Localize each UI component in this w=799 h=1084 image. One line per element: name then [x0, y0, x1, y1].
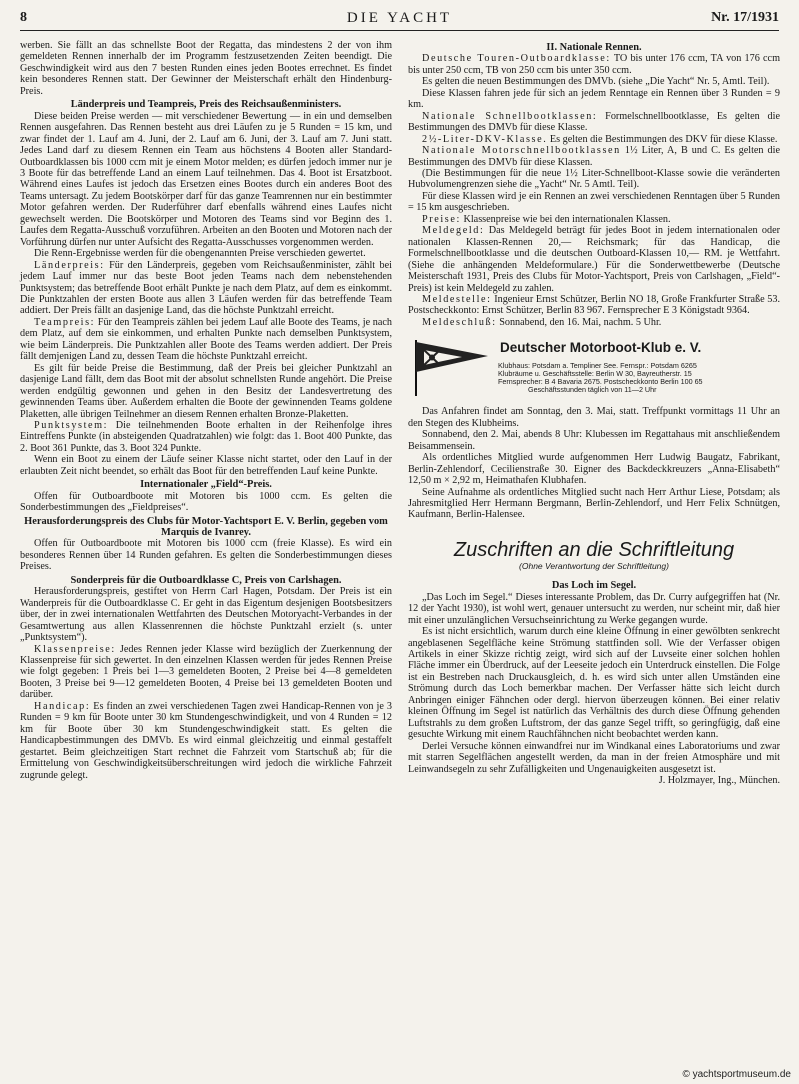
paragraph [408, 134, 780, 145]
issue-number: Nr. 17/1931 [711, 10, 779, 25]
paragraph: Wenn ein Boot zu einem der Läufe seiner Klasse nicht startet, oder den Lauf in der erlaubten Zeit nicht beendet, so erhält das Boot für den betreffenden Lauf keine Punkte. [20, 454, 392, 477]
paragraph: Es gilt für beide Preise die Bestimmung, daß der Preis bei gleicher Punktzahl an dasjenige Land fällt, dem das Boot mit der absolut schnellsten Runde angehört. Die Preise werden endgültig gewonnen und gehen in den Besitz der Landesvertretung des gewinnenden Teams über. Außerdem erhalten die Boote der gewinnenden Teams goldene Plaketten, alle übrigen Teilnehmer an diesem Rennen erhalten Bronze-Plaketten. [20, 362, 392, 420]
paragraph: Diese Klassen fahren jede für sich an jedem Renntage ein Rennen über 3 Runden = 9 km. [408, 87, 780, 111]
paragraph [408, 225, 780, 294]
paragraph [408, 53, 780, 76]
paragraph [408, 214, 780, 225]
paragraph-text: 1½ Liter, A, B und C. Es gelten die Bestimmungen des DMVb für diese Klassen. [408, 145, 780, 168]
paragraph [408, 111, 780, 134]
term: Meldegeld: [422, 225, 485, 237]
paragraph-text: Ingenieur Ernst Schützer, Berlin NO 18, Große Frankfurter Straße 53. Postscheckkonto: Ernst Schützer, Berlin 83 967. Fernsprecher E 3 Königstadt 9364. [408, 293, 780, 317]
term: Nationale Motorschnellbootklassen [422, 145, 621, 157]
paragraph [408, 294, 780, 317]
paragraph: Herausforderungspreis, gestiftet von Herrn Carl Hagen, Potsdam. Der Preis ist ein Wanderpreis für die Outboardklasse C. Er geht in das Eigentum desjenigen Bootsbesitzers über, der in zwei internationalen Wettfahrten des Deutschen Motoryacht-Verbandes in der Gesamtwertung aus allen Klassenrennen die höchste Punktzahl erzielt (s. unter „Punktsystem“). [20, 586, 392, 644]
section-heading: Internationaler „Field“-Preis. [140, 479, 272, 491]
paragraph: Die Renn-Ergebnisse werden für die obengenannten Preise verschieden gewertet. [34, 248, 366, 260]
club-phone: Fernsprecher: B 4 Bavaria 2675. Postscheckkonto Berlin 100 65 [498, 377, 703, 387]
paragraph-text: TO bis unter 176 ccm, TA von 176 ccm bis unter 250 ccm, TB von 250 ccm bis unter 350 ccm. [408, 53, 781, 76]
section-heading: Länderpreis und Teampreis, Preis des Reichsaußenministers. [70, 99, 342, 111]
paragraph: Als ordentliches Mitglied wurde aufgenommen Herr Ludwig Baugatz, Fabrikant, Berlin-Zehlendorf, Cecilienstraße 30. Eigner des Backdeckkreuzers „Anna-Elisabeth“ 12,50 m × 2,92 m, Heimathafen Klubhafen. [408, 452, 780, 487]
section-heading: Herausforderungspreis des Clubs für Motor-Yachtsport E. V. Berlin, gegeben vom Marquis de Ivanrey. [24, 515, 388, 539]
right-column [408, 40, 780, 786]
paragraph: Für diese Klassen wird je ein Rennen an zwei verschiedenen Renntagen über 5 Runden = 15 km ausgeschrieben. [408, 190, 780, 214]
paragraph-text: Für den Teampreis zählen bei jedem Lauf alle Boote des Teams, je nach dem Platz, auf dem sie einkommen, und erhalten Punkte nach demselben Punktsystem, wie beim Länderpreis. Die Punktzahlen aller Boote des Teams werden addiert. Der Preis fällt demjenigen Land zu, dessen Team die höchste Punktzahl erreicht. [20, 316, 392, 363]
page-number: 8 [20, 10, 27, 25]
term: Deutsche Touren-Outboardklasse: [422, 53, 611, 65]
paragraph-text: Sonnabend, den 16. Mai, nachm. 5 Uhr. [496, 316, 662, 328]
paragraph: Derlei Versuche können einwandfrei nur im Windkanal eines Laboratoriums und zwar mit starren Segelflächen angestellt werden, da man in der freien Atmosphäre und mit Leinwandsegeln zu sehr Zufälligkeiten und Ungenauigkeiten ausgesetzt ist. [408, 740, 780, 775]
paragraph: Es gelten die neuen Bestimmungen des DMVb. (siehe „Die Yacht“ Nr. 5, Amtl. Teil). [422, 76, 770, 88]
paragraph-text: Es gelten die Bestimmungen des DKV für diese Klasse. [547, 133, 778, 145]
club-hours: Geschäftsstunden täglich von 11—2 Uhr [528, 385, 657, 395]
paragraph-text: Das Meldegeld beträgt für jedes Boot in jedem internationalen oder nationalen Klassen-Rennen 20,— Reichsmark; für das Handicap, die Formelschnellbootklasse und die deutschen Outboard-Klassen 10,— RM. je Wettfahrt. (Siehe die anhängenden Meldeformulare.) Für die Sonderwettbewerbe (Deutsche Meisterschaft 1931, Preis des Clubs für Motor-Yachtsport, Preis von Carlshagen, „Field“-Preis) ist kein Meldegeld zu zahlen. [408, 225, 780, 294]
page-header [20, 8, 779, 31]
term: Nationale Schnellbootklassen: [422, 110, 598, 122]
paragraph-text: Für den Länderpreis, gegeben vom Reichsaußenminister, zählt bei jedem Lauf immer nur das beste Boot jeden Teams nach dem nebenstehenden Punktsystem; das betreffende Boot erhält Punkte je nach dem Platz, auf dem es einkommt. Die Punktzahlen der ersten Boote aus allen 3 Läufen werden für das betreffende Team addiert. Der Preis fällt an dasjenige Land, das die höchste Punktzahl erreicht. [20, 259, 392, 317]
paragraph-text: Formelschnellbootklasse, Es gelten die Bestimmungen des DMVb für diese Klasse. [408, 110, 780, 134]
left-column [20, 40, 392, 781]
club-pennant-icon [410, 338, 490, 396]
masthead: DIE YACHT [346, 10, 453, 26]
paragraph [20, 260, 392, 317]
paragraph [408, 317, 780, 328]
term: Meldeschluß: [422, 316, 497, 328]
club-title: Deutscher Motorboot-Klub e. V. [500, 340, 702, 356]
club-address: Klubhaus: Potsdam a. Templiner See. Fernspr.: Potsdam 6265 [498, 361, 697, 371]
paragraph-text: Klassenpreise wie bei den internationalen Klassen. [460, 213, 671, 225]
paragraph: „Das Loch im Segel.“ Dieses interessante Problem, das Dr. Curry aufgegriffen hat (Nr. 12 der Yacht 1930), ist wohl wert, genauer untersucht zu werden, nur scheint mir, daß hier mit einer unzulänglichen Versuchseinrichtung zu Werke gegangen wurde. [408, 591, 780, 626]
term: Handicap: [34, 700, 91, 712]
letters-subheading: (Ohne Verantwortung der Schriftleitung) [519, 560, 669, 571]
paragraph: Sonnabend, den 2. Mai, abends 8 Uhr: Klubessen im Regattahaus mit anschließendem Beisammensein. [408, 429, 780, 452]
paragraph-text: Die teilnehmenden Boote erhalten in der Reihenfolge ihres Eintreffens Punkte (in absteigenden Quadratzahlen) wie folgt: das 1. Boot 400 Punkte, das 2. Boot 361 Punkte, das 3. Boot 324 Punkte. [20, 419, 392, 454]
paragraph: Offen für Outboardboote mit Motoren bis 1000 ccm. Es gelten die Sonderbestimmungen des „Fieldpreises“. [20, 490, 392, 514]
term: Länderpreis: [34, 259, 105, 271]
term: Meldestelle: [422, 293, 492, 305]
paragraph: Es ist nicht ersichtlich, warum durch eine kleine Öffnung in einer gewölbten senkrecht angeblasenen Segelfläche keine Strömung stattfinden soll. Wie der Verfasser obigen Artikels in einer Skizze richtig zeigt, wird sich auf der Luvseite einer solchen hohlen Fläche immer ein Überdruck, auf der Leeseite jedoch ein Unterdruck einstellen. Die Folge ist ein Bestreben nach Druckausgleich, d. h. es wird sich unter allen Umständen eine Strömung durch das Loch bemerkbar machen. Der Verfasser hätte sich leicht durch Anbringen einiger Fähnchen oder dergl. hiervon überzeugen können. Bei einer relativ kleinen Öffnung im Segel ist natürlich das Verhältnis des durch diese Öffnung gehenden Luftstrahls zu dem großen Luftstrom, der das ganze Segel trifft, so geringfügig, daß eine gesuchte Wirkung mit einem Rauchfähnchen nicht beobachtet werden kann. [408, 626, 780, 741]
paragraph [20, 420, 392, 454]
club-banner [408, 338, 780, 398]
term: Klassenpreise: [34, 643, 116, 655]
term: 2½-Liter-DKV-Klasse. [422, 133, 548, 145]
section-heading: II. Nationale Rennen. [546, 42, 642, 53]
letters-heading: Zuschriften an die Schriftleitung [453, 538, 735, 561]
paragraph [20, 317, 392, 363]
paragraph-text: Jedes Rennen jeder Klasse wird bezüglich der Zuerkennung der Klassenpreise für sich gewertet. In den einzelnen Klassen werden für jedes Rennen Preise wie folgt gegeben: 1 Preis bei 1—3 gemeldeten Booten, 2 Preise bei 4—8 gemeldeten Booten, 3 Preise bei 9—12 gemeldeten Booten, 4 Preise bei 13 gemeldeten Booten und darüber. [20, 643, 392, 701]
paragraph [20, 644, 392, 701]
term: Preise: [422, 213, 461, 225]
section-heading: Sonderpreis für die Outboardklasse C, Preis von Carlshagen. [70, 574, 342, 586]
paragraph [408, 145, 780, 168]
paragraph [20, 701, 392, 781]
term: Punktsystem: [34, 419, 109, 431]
paragraph: werben. Sie fällt an das schnellste Boot der Regatta, das mindestens 2 der von ihm gemeldeten Rennen innerhalb der im Programm festzusetzenden Zeiten beendigt. Die Geschwindigkeit wird aus den 7 besten Runden eines jeden Bootes errechnet. Es findet kein besonderes Rennen statt. Der Gewinner der Meisterschaft erhält den Hindenburg-Preis. [20, 40, 392, 97]
paragraph: Das Anfahren findet am Sonntag, den 3. Mai, statt. Treffpunkt vormittags 11 Uhr an den Stegen des Klubheims. [408, 406, 780, 429]
paragraph: Offen für Outboardboote mit Motoren bis 1000 ccm (freie Klasse). Es wird ein besonderes Rennen über 14 Runden gefahren. Es gelten die Sonderbestimmungen dieses Preises. [20, 538, 392, 573]
club-office: Klubräume u. Geschäftsstelle: Berlin W 30, Bayreutherstr. 15 [498, 369, 692, 379]
paragraph: (Die Bestimmungen für die neue 1½ Liter-Schnellboot-Klasse sowie die veränderten Hubvolumengrenzen siehe die „Yacht“ Nr. 5 Amtl. Teil). [408, 167, 780, 191]
paragraph: Diese beiden Preise werden — mit verschiedener Bewertung — in ein und demselben Rennen ausgefahren. Das Rennen besteht aus drei Läufen zu je 5 Runden = 15 km, und zwar findet der 1. Lauf am 4. Juni, der 2. Lauf am 6. Juni, der 3. Lauf am 7. Juni statt. Jedes Land darf zu diesem Rennen ein Team aus höchstens 4 Booten aller Standard-Outboardklassen bis 1000 ccm mit je einem Motor melden; es dürfen jedoch immer nur je 3 Boote für das betreffende Land an einem Lauf teilnehmen. Das 4. Boot ist Ersatzboot. Während eines Laufes ist jedoch das Ersetzen eines Bootes durch ein anderes Boot des Teams untersagt. Zu jedem Bootskörper darf für das ganze Teamrennen nur ein bestimmter Motor gefahren werden. Der Ruderführer darf ebenfalls während eines Laufes nicht gewechselt werden. Die Bootskörper und Motoren des Teams sind vor Beginn des 1. Laufes dem Regatta-Ausschuß vorzuführen. Arbeiten an den Booten und Motoren nach der Vorführung dürfen nur unter Aufsicht des Regatta-Ausschusses vorgenommen werden. [20, 110, 392, 248]
paragraph: Seine Aufnahme als ordentliches Mitglied sucht nach Herr Arthur Liese, Potsdam; als Jahresmitglied Herr Hermann Bergmann, Berlin-Zehlendorf, und Herr Felix Schnütgen, Kaufmann, Berlin-Halensee. [408, 486, 780, 521]
letter-signature: J. Holzmayer, Ing., München. [658, 775, 780, 787]
term: Teampreis: [34, 316, 96, 328]
paragraph-text: Es finden an zwei verschiedenen Tagen zwei Handicap-Rennen von je 3 Runden = 9 km für Boote unter 30 km Stundengeschwindigkeit, und von 4 Runden = 12 km für Boote über 30 km Stundengeschwindigkeit statt. Es gelten die Handicapbestimmungen des DMVb. Es wird einmal gleichzeitig und einmal gestaffelt gestartet. Beim gleichzeitigen Start rechnet die Fahrzeit vom Startschuß ab; für die Ermittelung von Geschwindigkeitsüberschreitungen wird jedoch die wirkliche Fahrzeit zugrunde gelegt. [20, 700, 392, 781]
watermark: © yachtsportmuseum.de [682, 1069, 791, 1080]
section-heading: Das Loch im Segel. [551, 580, 637, 592]
